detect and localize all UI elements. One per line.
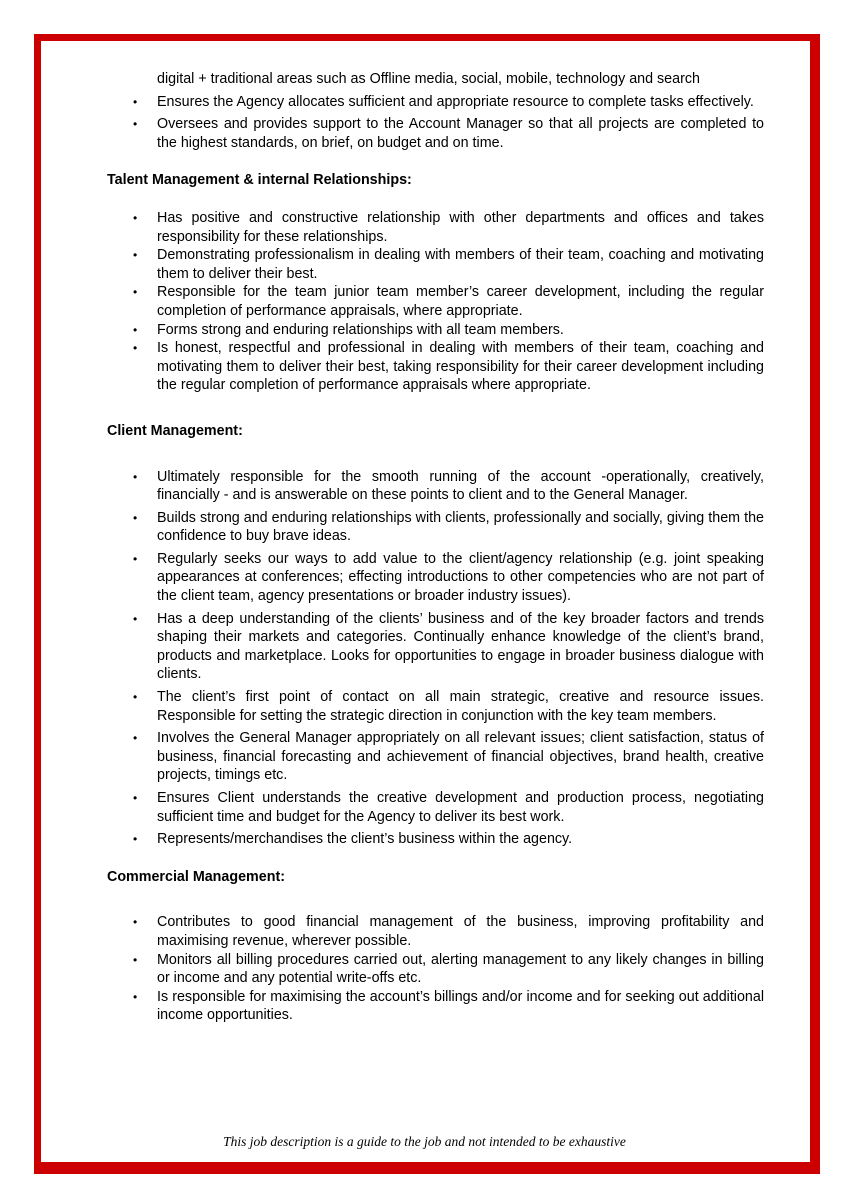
section-heading-client: Client Management: xyxy=(107,422,243,439)
list-item: • Is responsible for maximising the account’s billings and/or income and for seeking out additional income opportunities. xyxy=(133,988,764,1024)
bullet-icon: • xyxy=(133,915,138,930)
list-item: • Demonstrating professionalism in dealing with members of their team, coaching and motivating them to deliver their best. xyxy=(133,247,764,282)
bullet-icon: • xyxy=(133,117,138,132)
list-item: • Builds strong and enduring relationships with clients, professionally and socially, giving them the confidence to buy brave ideas. xyxy=(133,509,764,545)
bullet-icon: • xyxy=(133,248,138,263)
list-item: • Is honest, respectful and professional in dealing with members of their team, coaching and motivating them to deliver their best, taking responsibility for their career development including the regular completion of performance appraisals where appropriate. xyxy=(133,340,764,394)
continued-text: digital + traditional areas such as Offline media, social, mobile, technology and search xyxy=(157,71,700,87)
commercial-list xyxy=(107,913,764,1025)
bullet-icon: • xyxy=(133,611,138,626)
list-item: • The client’s first point of contact on all main strategic, creative and resource issues. Responsible for setting the strategic direction in conjunction with the key team members. xyxy=(133,689,764,724)
page-footer-note: This job description is a guide to the job and not intended to be exhaustive xyxy=(223,1134,626,1149)
list-item: • Ensures Client understands the creative development and production process, negotiating sufficient time and budget for the Agency to deliver its best work. xyxy=(133,790,764,825)
bullet-icon: • xyxy=(133,285,138,300)
first-section-list xyxy=(107,93,764,153)
bullet-icon: • xyxy=(133,94,138,109)
section-heading-commercial: Commercial Management: xyxy=(107,868,285,885)
list-item: • Oversees and provides support to the Account Manager so that all projects are completed to the highest standards, on brief, on budget and on time. xyxy=(133,116,764,151)
list-item: • Has positive and constructive relationship with other departments and offices and takes responsibility for these relationships. xyxy=(133,209,764,245)
list-item: • Ensures the Agency allocates sufficient and appropriate resource to complete tasks effectively. xyxy=(133,93,754,110)
list-item: • Ultimately responsible for the smooth running of the account -operationally, creatively, financially - and is answerable on these points to client and to the General Manager. xyxy=(133,468,764,504)
bullet-icon: • xyxy=(133,322,138,337)
bullet-icon: • xyxy=(133,469,138,484)
talent-list xyxy=(107,209,764,395)
bullet-icon: • xyxy=(133,210,138,225)
document-body xyxy=(107,70,764,1025)
list-item: • Responsible for the team junior team member’s career development, including the regular completion of performance appraisals, where appropriate. xyxy=(133,284,764,319)
list-item: • Regularly seeks our ways to add value to the client/agency relationship (e.g. joint speaking appearances at conferences; effecting introductions to other competencies who are not part of the client team, agency presentations or broader industry issues). xyxy=(133,550,764,605)
section-heading-talent: Talent Management & internal Relationships: xyxy=(107,172,412,189)
bullet-icon: • xyxy=(133,952,138,967)
list-item: • Involves the General Manager appropriately on all relevant issues; client satisfaction, status of business, financial forecasting and achievement of financial objectives, brand health, creative projects, timings etc. xyxy=(133,730,764,784)
bullet-icon: • xyxy=(133,731,138,746)
bullet-icon: • xyxy=(133,510,138,525)
list-item: • Contributes to good financial management of the business, improving profitability and maximising revenue, wherever possible. xyxy=(133,914,764,949)
bullet-icon: • xyxy=(133,551,138,566)
bullet-icon: • xyxy=(133,341,138,356)
list-item: • Monitors all billing procedures carried out, alerting management to any likely changes in billing or income and any potential write-offs etc. xyxy=(133,951,764,987)
bullet-icon: • xyxy=(133,832,138,847)
bullet-icon: • xyxy=(133,989,138,1004)
client-list xyxy=(107,468,764,849)
bullet-icon: • xyxy=(133,690,138,705)
bullet-icon: • xyxy=(133,791,138,805)
list-item: • Has a deep understanding of the clients’ business and of the key broader factors and trends shaping their markets and categories. Continually enhance knowledge of the client’s brand, products and marketplace. Looks for opportunities to engage in broader business dialogue with clients. xyxy=(133,610,764,683)
list-item: • Represents/merchandises the client’s business within the agency. xyxy=(133,831,573,848)
list-item: • Forms strong and enduring relationships with all team members. xyxy=(133,321,564,338)
